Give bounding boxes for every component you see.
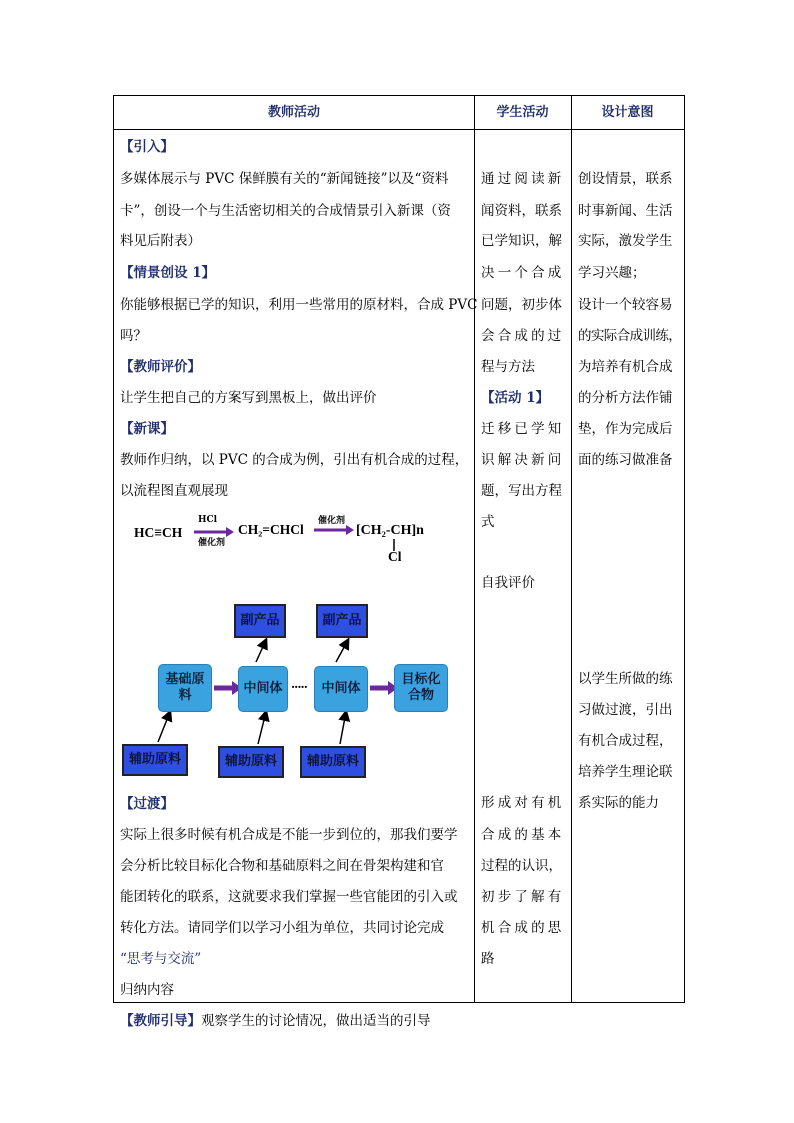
intent-line: 有机合成过程，: [578, 733, 673, 749]
student-line: 合成的基本: [481, 827, 565, 843]
intent-line: 习做过渡，引出: [578, 702, 673, 718]
intermediate-box: 中间体: [238, 666, 288, 712]
intent-line: 为培养有机合成: [578, 359, 673, 375]
new-lesson-tag: 【新课】: [120, 421, 174, 437]
transition-line: 实际上很多时候有机合成是不能一步到位的，那我们要学: [120, 827, 458, 843]
intent-column: [578, 129, 684, 1002]
auxiliary-material-box: 辅助原料: [300, 746, 366, 778]
intermediate-box: 中间体: [314, 666, 368, 712]
reaction-equation: [120, 507, 472, 567]
student-column: [481, 129, 571, 1002]
reagent-hcl: HCl: [198, 515, 218, 525]
student-line: 式: [481, 514, 495, 530]
student-line: 题，写出方程: [481, 483, 562, 499]
transition-tag: 【过渡】: [120, 796, 174, 812]
student-line: 初步了解有: [481, 889, 565, 905]
intent-line: 以学生所做的练: [578, 671, 673, 687]
raw-material-box: [158, 664, 212, 712]
chlorine-substituent: Cl: [388, 549, 402, 564]
student-line: 问题，初步体: [481, 297, 562, 313]
intro-tag: 【引入】: [120, 139, 174, 155]
lesson-plan-table: [113, 95, 685, 1029]
intent-line: 时事新闻、生活: [578, 203, 673, 219]
reactant-acetylene: HC≡CH: [134, 525, 183, 540]
transition-line: “思考与交流”: [120, 951, 202, 967]
vinyl-chloride: CH₂=CHCl: [238, 522, 304, 537]
target-compound-label: 合物: [407, 688, 434, 703]
intent-line: 系实际的能力: [578, 795, 659, 811]
guide-tag: 【教师引导】: [120, 1013, 201, 1029]
polymerization-catalyst: 催化剂: [318, 516, 346, 526]
intro-line: 卡”，创设一个与生活密切相关的合成情景引入新课（资: [120, 203, 451, 219]
auxiliary-material-box: 辅助原料: [218, 746, 284, 778]
student-line: 识解决新问: [481, 452, 565, 468]
intent-line: 设计一个较容易: [578, 297, 673, 313]
intent-line: 垫，作为完成后: [578, 421, 673, 437]
eval-line: 让学生把自己的方案写到黑板上，做出评价: [120, 390, 377, 406]
target-compound-label: 目标化: [401, 672, 441, 687]
column-divider: [571, 96, 572, 1002]
activity-tag: 【活动 1】: [481, 390, 550, 406]
header-intent: 设计意图: [601, 105, 654, 120]
student-line: 决一个合成: [481, 265, 565, 281]
intro-line: 料见后附表）: [120, 233, 201, 249]
raw-material-label: 料: [178, 688, 192, 703]
summary-line: 归纳内容: [120, 982, 174, 998]
new-lesson-line: 教师作归纳，以 PVC 的合成为例，引出有机合成的过程，: [120, 452, 469, 468]
transition-line: 转化方法。请同学们以学习小组为单位，共同讨论完成: [120, 920, 444, 936]
column-divider: [474, 96, 475, 1002]
student-line: 程与方法: [481, 359, 535, 375]
scene-line: 吗？: [120, 328, 147, 344]
intent-line: 面的练习做准备: [578, 452, 673, 468]
student-line: 迁移已学知: [481, 421, 565, 437]
eval-tag: 【教师评价】: [120, 359, 201, 375]
byproduct-box: 副产品: [234, 604, 286, 638]
ellipsis-dots: ·····: [291, 680, 307, 694]
target-compound-box: [394, 664, 448, 712]
synthesis-flowchart: [120, 584, 472, 784]
intent-line: 培养学生理论联: [578, 764, 673, 780]
student-line: 已学知识，解: [481, 233, 562, 249]
byproduct-box: 副产品: [316, 604, 368, 638]
intent-line: 的实际合成训练，: [578, 328, 682, 344]
scene-line: 你能够根据已学的知识，利用一些常用的原材料，合成 PVC: [120, 297, 478, 313]
student-line: 形成对有机: [481, 795, 565, 811]
auxiliary-material-box: 辅助原料: [122, 744, 188, 776]
intent-line: 创设情景，联系: [578, 171, 673, 187]
student-line: 机合成的思: [481, 920, 565, 936]
raw-material-label: 基础原: [165, 672, 205, 687]
transition-line: 会分析比较目标化合物和基础原料之间在骨架构建和官: [120, 858, 444, 874]
teacher-column: [120, 129, 478, 1029]
guide-text: 观察学生的讨论情况，做出适当的引导: [201, 1013, 431, 1029]
transition-line: 能团转化的联系，这就要求我们掌握一些官能团的引入或: [120, 889, 458, 905]
scene-tag: 【情景创设 1】: [120, 265, 216, 281]
intro-line: 多媒体展示与 PVC 保鲜膜有关的“新闻链接”以及“资料: [120, 171, 449, 187]
header-student: 学生活动: [496, 105, 549, 120]
intent-line: 实际，激发学生: [578, 233, 673, 249]
student-line: 过程的认识，: [481, 858, 562, 874]
header-teacher: 教师活动: [267, 105, 320, 120]
student-line: 会合成的过: [481, 328, 565, 344]
student-line: 闻资料，联系: [481, 203, 562, 219]
pvc-polymer: [CH₂-CH]n: [356, 523, 424, 538]
student-line: 路: [481, 951, 495, 967]
reagent-catalyst: 催化剂: [198, 538, 226, 548]
intent-line: 学习兴趣；: [578, 265, 646, 281]
guide-line: [120, 1009, 431, 1029]
self-evaluation: 自我评价: [481, 575, 535, 591]
intent-line: 的分析方法作铺: [578, 390, 673, 406]
new-lesson-line: 以流程图直观展现: [120, 483, 228, 499]
student-line: 通过阅读新: [481, 171, 565, 187]
polymerization-arrow: [314, 525, 354, 535]
